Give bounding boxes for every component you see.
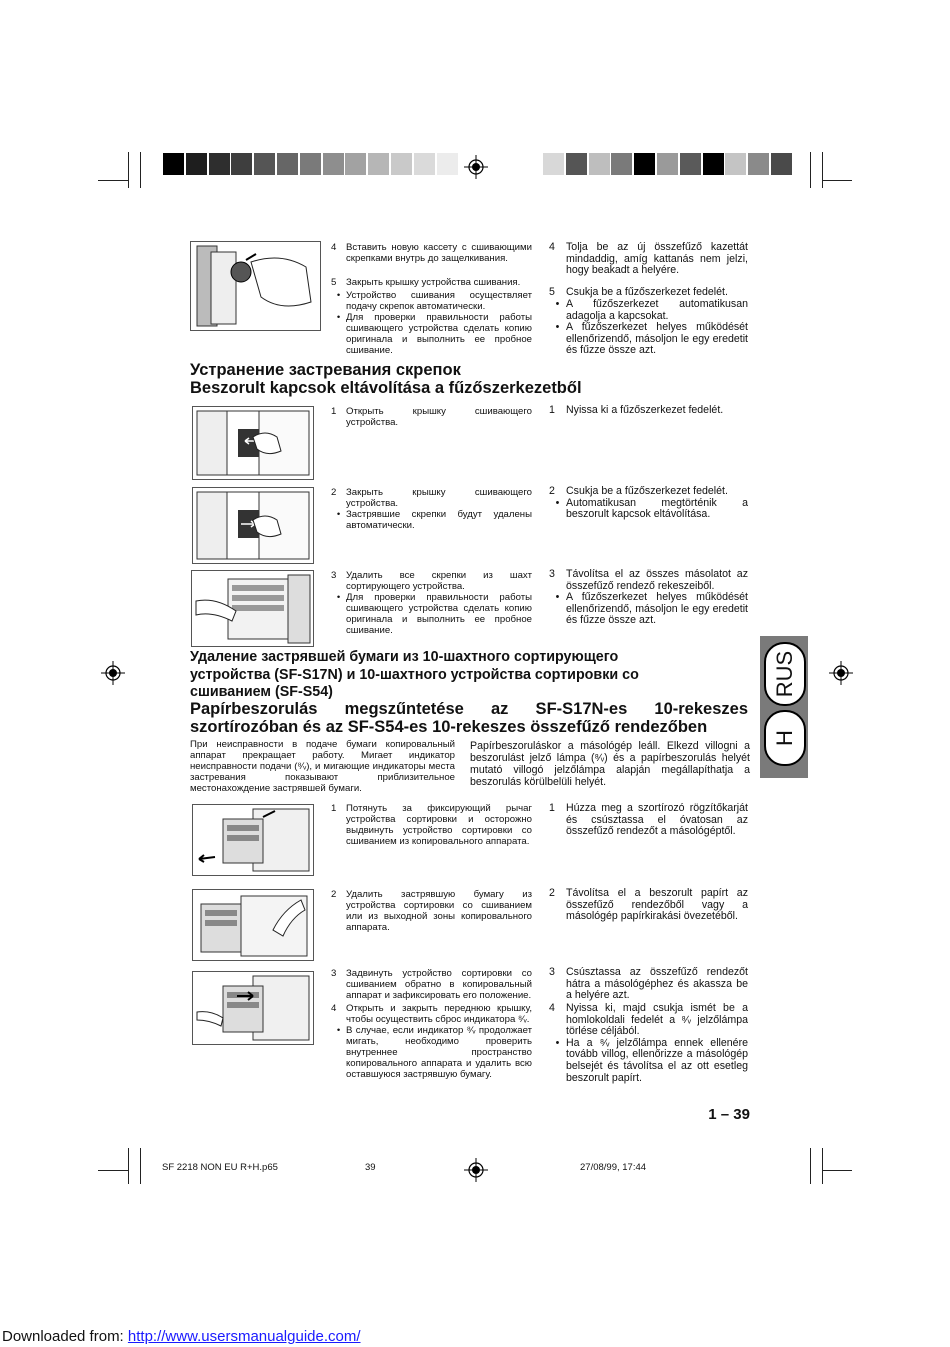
color-swatch [771,153,792,175]
color-swatch [437,153,458,175]
color-swatch [186,153,207,175]
title-line: устройства (SF-S17N) и 10-шахтного устройства сортировки со [190,666,639,683]
step-body [555,1002,748,1084]
registration-mark-icon [464,155,488,179]
color-swatch [391,153,412,175]
crop-mark [98,1170,128,1171]
step-text: Nyissa ki a fűzőszerkezet fedelét. [566,404,724,416]
bullet-text: A fűzőszerkezet helyes működését ellenőrizendő, másoljon le egy eredetit és fűzze össze azt. [566,321,748,357]
crop-mark [810,1148,811,1184]
crop-mark [140,152,141,188]
step-body [555,485,748,521]
color-swatch [634,153,655,175]
crop-mark [822,1148,823,1184]
color-swatch [566,153,587,175]
step-number: 5 [331,277,337,288]
crop-mark [810,152,811,188]
title-line: сшиванием (SF-S54) [190,684,333,700]
step-text: Закрыть крышку сшивающего устройства. [346,487,532,509]
bullet-item: • Устройство сшивания осуществляет подачу скрепок автоматически. [336,290,532,312]
bullet-text: Для проверки правильности работы сшивающего устройства сделать копию оригинала и выполнить ее пробное сшивание. [346,592,532,636]
illustration-remove-jammed-paper [192,889,314,961]
footer-filename: SF 2218 NON EU R+H.p65 [162,1162,278,1173]
title-line: szortírozóban és az SF-S54-es 10-rekeszes összefűző rendezőben [190,718,708,736]
step-number: 1 [549,404,555,416]
illustration-push-sorter-back [192,971,314,1045]
color-swatch [543,153,564,175]
step-number: 1 [331,406,337,417]
color-swatch [277,153,298,175]
bullet-item: • A fűzőszerkezet helyes működését ellenőrizendő, másoljon le egy eredetit és fűzze össze azt. [555,321,748,357]
color-swatch [748,153,769,175]
color-swatch [323,153,344,175]
illustration-remove-copies [191,570,314,647]
section2-intro-ru: При неисправности в подаче бумаги копировальный аппарат прекращает работу. Мигает индикатор неисправности подачи (⁸∕ᵥ), и мигающие индикаторы места застревания показывают приблизительное местонахождение застрявшей бумаги. [190,739,455,794]
color-swatch [414,153,435,175]
step-number: 1 [549,802,555,814]
tab-h-label: H [771,730,797,746]
bullet-text: Ha a ⁸∕ᵥ jelzőlámpa ennek ellenére tovább villog, ellenőrizze a másológép belsejét és távolítsa el az ott esetleg beszorult papírt. [566,1036,748,1084]
step-text: Закрыть крышку устройства сшивания. [346,277,521,288]
section2-intro-hu: Papírbeszoruláskor a másológép leáll. Elkezd villogni a beszorulást jelző lámpa (⁸∕ᵥ) és a papírbeszorulás helyét mutató villogó jelzőlámpa alapján megállapíthatja a beszorulás körülbelüli helyét. [470,740,750,788]
step-text: Открыть крышку сшивающего устройства. [346,406,532,428]
step-number: 3 [549,568,555,580]
bullet-text: Устройство сшивания осуществляет подачу скрепок автоматически. [346,290,532,312]
color-swatch [345,153,366,175]
registration-mark-icon [829,661,853,685]
page-number: 1 – 39 [708,1106,750,1123]
tab-rus-label: RUS [772,650,798,698]
footer-date: 27/08/99, 17:44 [580,1162,647,1173]
step-number: 4 [331,242,337,253]
registration-mark-icon [101,661,125,685]
bullet-item: • В случае, если индикатор ⁸∕ᵥ продолжает мигать, необходимо проверить внутреннее пространство копировального аппарата и удалить всю оставшуюся застрявшую бумагу. [336,1025,532,1080]
illustration-staple-cartridge [190,241,321,331]
section2-title-ru [190,649,760,702]
crop-mark [822,152,823,188]
download-link[interactable]: http://www.usersmanualguide.com/ [127,1328,361,1345]
tab-h-label-box [764,710,806,766]
step-text: Tolja be az új összefűző kazettát mindaddig, amíg kattanás nem jelzi, hogy beakadt a helyére. [566,241,748,277]
step-number: 3 [549,966,555,978]
section2-title-hu [190,700,760,736]
crop-mark [98,180,128,181]
bullet-text: Automatikusan megtörténik a beszorult kapcsok eltávolítása. [566,496,748,521]
bullet-item: • A fűzőszerkezet automatikusan adagolja a kapcsokat. [555,298,748,322]
title-line: Удаление застрявшей бумаги из 10-шахтного сортирующего [190,649,619,665]
crop-mark [128,1148,129,1184]
bullet-text: Для проверки правильности работы сшивающего устройства сделать копию оригинала и выполнить ее пробное сшивание. [346,312,532,356]
registration-mark-icon [464,1158,488,1182]
bullet-item: • A fűzőszerkezet helyes működését ellenőrizendő, másoljon le egy eredetit és fűzze össze azt. [555,591,748,627]
crop-mark [140,1148,141,1184]
bullet-text: A fűzőszerkezet helyes működését ellenőrizendő, másoljon le egy eredetit és fűzze össze azt. [566,591,748,627]
bullet-item: • Ha a ⁸∕ᵥ jelzőlámpa ennek ellenére tovább villog, ellenőrizze a másológép belsejét és távolítsa el az ott esetleg beszorult papírt. [555,1036,748,1084]
step-number: 2 [331,487,337,498]
illustration-close-stapler-cover [192,487,314,564]
crop-mark [822,1170,852,1171]
step-text: Nyissa ki, majd csukja ismét be a homlokoldali fedelét a ⁸∕ᵥ jelzőlámpa törlése céljából. [566,1002,748,1038]
step-text: Вставить новую кассету с сшивающими скрепками внутрь до защелкивания. [346,242,532,264]
step-number: 4 [331,1003,337,1014]
step-number: 2 [331,889,337,900]
step-number: 2 [549,887,555,899]
language-tab [760,636,808,778]
download-label: Downloaded from: [2,1328,124,1345]
illustration-pull-sorter [192,804,314,876]
step-text: Открыть и закрыть переднюю крышку, чтобы осуществить сброс индикатора ⁸∕ᵥ. [346,1003,532,1025]
step-text: Csúsztassa az összefűző rendezőt hátra a másológéphez és akassza be a helyére azt. [566,966,748,1002]
step-text: Távolítsa el a beszorult papírt az összefűző rendezőből vagy a másológép papírkirakási övezetéből. [566,887,748,923]
crop-mark [822,180,852,181]
bullet-text: A fűzőszerkezet automatikusan adagolja a kapcsokat. [566,298,748,322]
step-number: 4 [549,241,555,253]
step-number: 3 [331,968,337,979]
color-swatch [209,153,230,175]
color-swatch [231,153,252,175]
bullet-text: В случае, если индикатор ⁸∕ᵥ продолжает мигать, необходимо проверить внутреннее пространство копировального аппарата и удалить всю оставшуюся застрявшую бумагу. [346,1025,532,1080]
color-swatch [254,153,275,175]
bullet-item: • Automatikusan megtörténik a beszorult kapcsok eltávolítása. [555,496,748,521]
color-swatch [725,153,746,175]
color-swatch [368,153,389,175]
step-body [336,487,532,531]
step-number: 3 [331,570,337,581]
bullet-item: • Для проверки правильности работы сшивающего устройства сделать копию оригинала и выполнить ее пробное сшивание. [336,592,532,636]
crop-mark [128,152,129,188]
step-body [336,570,532,636]
section1-title-ru: Устранение застревания скрепок [190,361,461,379]
bullet-item: • Для проверки правильности работы сшивающего устройства сделать копию оригинала и выполнить ее пробное сшивание. [336,312,532,356]
illustration-open-stapler-cover [192,406,314,480]
title-line: Papírbeszorulás megszűntetése az SF-S17N-es 10-rekeszes [190,700,748,718]
color-swatch [680,153,701,175]
step-text: Húzza meg a szortírozó rögzítőkarját és csúsztassa el óvatosan az összefűző rendezőt a másológéptől. [566,802,748,838]
step-text: Csukja be a fűzőszerkezet fedelét. [566,485,728,497]
step-text: Задвинуть устройство сортировки со сшиванием обратно в копировальный аппарат и зафиксировать его положение. [346,968,532,1001]
tab-rus-label-box [764,642,806,706]
step-number: 2 [549,485,555,497]
color-swatch [657,153,678,175]
download-source [2,1328,361,1345]
step-body [336,1003,532,1080]
color-swatch [589,153,610,175]
step-number: 1 [331,803,337,814]
step-text: Csukja be a fűzőszerkezet fedelét. [566,286,728,298]
color-swatch [163,153,184,175]
color-swatch [611,153,632,175]
footer-page: 39 [365,1162,376,1173]
step-body [555,568,748,627]
step-text: Távolítsa el az összes másolatot az összefűző rendező rekeszeiből. [566,568,748,592]
bullet-text: Застрявшие скрепки будут удалены автоматически. [346,509,532,531]
step-text: Потянуть за фиксирующий рычаг устройства сортировки и осторожно выдвинуть устройство сортировки со сшиванием из копировального аппарата. [346,803,532,847]
color-swatch [300,153,321,175]
step-text: Удалить застрявшую бумагу из устройства сортировки со сшиванием или из выходной зоны копировального аппарата. [346,889,532,933]
color-swatch [703,153,724,175]
step-text: Удалить все скрепки из шахт сортирующего устройства. [346,570,532,592]
bullet-item: • Застрявшие скрепки будут удалены автоматически. [336,509,532,531]
step-number: 5 [549,286,555,298]
step-number: 4 [549,1002,555,1014]
section1-title-hu: Beszorult kapcsok eltávolítása a fűzőszerkezetből [190,379,582,397]
